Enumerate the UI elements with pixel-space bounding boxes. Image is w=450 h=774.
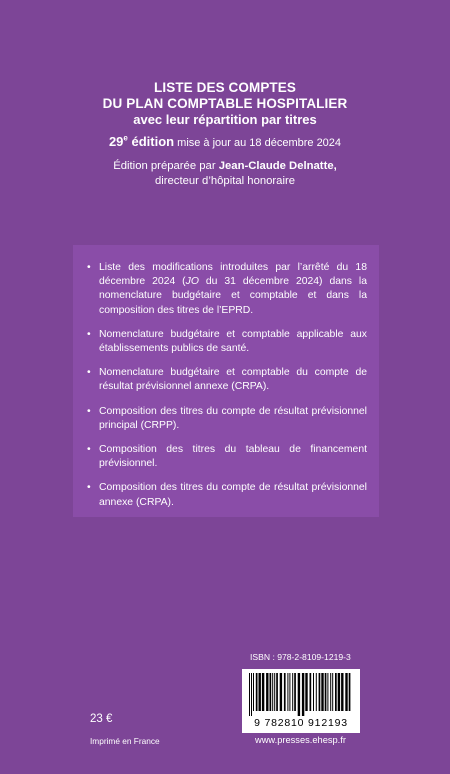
barcode-bar xyxy=(325,673,327,711)
price: 23 € xyxy=(90,713,113,725)
barcode xyxy=(242,669,360,733)
barcode-bar xyxy=(274,673,275,711)
barcode-bar xyxy=(266,673,268,711)
barcode-bar xyxy=(287,673,288,711)
barcode-bar xyxy=(289,673,290,711)
barcode-bar xyxy=(294,673,296,711)
bullet-icon: • xyxy=(87,482,91,494)
list-item: • Composition des titres du tableau de financement prévisionnel. xyxy=(87,444,367,470)
bullet-icon: • xyxy=(87,405,91,417)
author-line xyxy=(0,159,450,174)
list-item: • Liste des modifications introduites par l’arrêté du 18 décembre 2024 (JO du 31 décembre 2024) dans la nomenclature budgétaire et comptable et dans la composition des titres de l’EPRD. xyxy=(87,262,367,316)
barcode-bar xyxy=(316,673,317,711)
website-link[interactable]: www.presses.ehesp.fr xyxy=(255,735,346,745)
barcode-bar xyxy=(262,673,264,711)
barcode-bar xyxy=(332,673,333,711)
barcode-bar xyxy=(341,673,343,711)
barcode-bar xyxy=(270,673,272,711)
barcode-bar xyxy=(259,673,261,711)
author-name: Jean-Claude Delnatte, xyxy=(218,160,337,172)
edition-line xyxy=(0,134,450,151)
contents-box xyxy=(73,245,379,517)
title-line-1: LISTE DES COMPTES xyxy=(154,80,296,95)
barcode-bar xyxy=(276,673,278,711)
printed-in: Imprimé en France xyxy=(90,736,160,746)
title-line-2: DU PLAN COMPTABLE HOSPITALIER xyxy=(102,96,348,111)
bullet-icon: • xyxy=(87,328,91,340)
barcode-bar xyxy=(249,673,250,716)
barcode-bar xyxy=(292,673,293,711)
bullet-icon: • xyxy=(87,367,91,379)
author-block xyxy=(0,159,450,188)
barcode-bar xyxy=(272,673,273,711)
title-line-3: avec leur répartition par titres xyxy=(133,112,317,127)
edition-number: 29e édition xyxy=(108,133,175,149)
list-item: • Nomenclature budgétaire et comptable du compte de résultat prévisionnel annexe (CRPA). xyxy=(87,367,367,393)
barcode-bar xyxy=(335,673,337,711)
barcode-icon xyxy=(247,673,355,716)
barcode-bar xyxy=(280,673,282,711)
list-item: • Composition des titres du compte de résultat prévisionnel annexe (CRPA). xyxy=(87,482,367,508)
isbn: ISBN : 978-2-8109-1219-3 xyxy=(250,652,351,662)
barcode-bar xyxy=(349,673,351,711)
barcode-bar xyxy=(310,673,312,711)
barcode-bar xyxy=(253,673,254,711)
barcode-bar xyxy=(302,673,304,716)
barcode-bar xyxy=(345,673,347,711)
barcode-bar xyxy=(319,673,321,711)
barcode-bar xyxy=(284,673,286,711)
barcode-bar xyxy=(256,673,258,711)
barcode-bar xyxy=(327,673,328,711)
author-role: directeur d’hôpital honoraire xyxy=(154,174,296,187)
list-item: • Composition des titres du compte de résultat prévisionnel principal (CRPP). xyxy=(87,405,367,431)
bullet-icon: • xyxy=(87,262,91,273)
barcode-bar xyxy=(251,673,252,716)
barcode-bar xyxy=(330,673,331,711)
bullet-icon: • xyxy=(87,444,91,456)
barcode-bar xyxy=(338,673,340,711)
barcode-bar xyxy=(305,673,307,711)
list-item: • Nomenclature budgétaire et comptable applicable aux établissements publics de santé. xyxy=(87,328,367,355)
title-block xyxy=(0,80,450,188)
barcode-bar xyxy=(321,673,323,711)
barcode-bar xyxy=(298,673,300,716)
barcode-digits: 9 782810 912193 xyxy=(254,717,348,729)
contents-list xyxy=(87,261,367,510)
author-prefix: Édition préparée par xyxy=(113,160,216,172)
barcode-bar xyxy=(313,673,314,711)
edition-update: mise à jour au 18 décembre 2024 xyxy=(177,137,342,149)
